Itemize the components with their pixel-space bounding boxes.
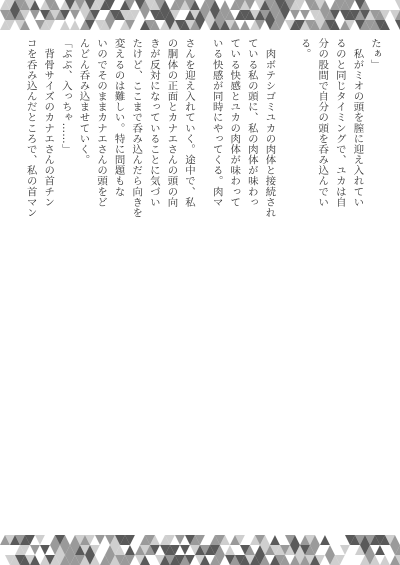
text-line: たけど、ここまで呑み込んだら向きを [130, 38, 143, 218]
text-column-left [22, 38, 197, 534]
top-triangle-border [0, 0, 400, 30]
text-line: 背骨サイズのカナエさんの首チン [42, 38, 55, 208]
text-line: 私がミオの頭を膣に迎え入れてい [351, 38, 364, 208]
text-line: 「ぷぷ、入っちゃ……」 [59, 38, 72, 155]
triangle-pattern-bottom [0, 535, 400, 565]
text-column-right [207, 38, 383, 534]
text-line: ている快感とユカの肉体が味わって [228, 38, 241, 208]
text-line: さんを迎え入れていく。途中で、私 [183, 38, 195, 208]
text-line: の胴体の正面とカナエさんの頭の向 [165, 38, 178, 208]
text-line: 肉ボテシゴミユカの肉体と接続され [263, 38, 276, 218]
text-line: いる快感が同時にやってくる。肉マ [210, 38, 223, 208]
text-line: んどん呑み込ませていく。 [77, 38, 90, 165]
text-line: たぁ」 [369, 38, 381, 70]
text-line: ている私の頭に、私の肉体が味わっ [245, 38, 258, 208]
text-line: 変えるのは難しい。特に問題もな [112, 38, 125, 197]
triangle-pattern-top [0, 0, 400, 30]
text-line: きが反対になっていることに気づい [147, 38, 160, 208]
text-line: 分の股間で自分の頭を呑み込んでい [316, 38, 329, 208]
bottom-triangle-border [0, 535, 400, 565]
text-line: るのと同じタイミングで、ユカは自 [333, 38, 346, 208]
text-line: コを呑み込んだところで、私の首マン [24, 38, 37, 218]
text-line [277, 38, 295, 534]
text-line: る。 [298, 38, 311, 60]
text-line: いのでそのままカナエさんの頭をど [95, 38, 108, 208]
